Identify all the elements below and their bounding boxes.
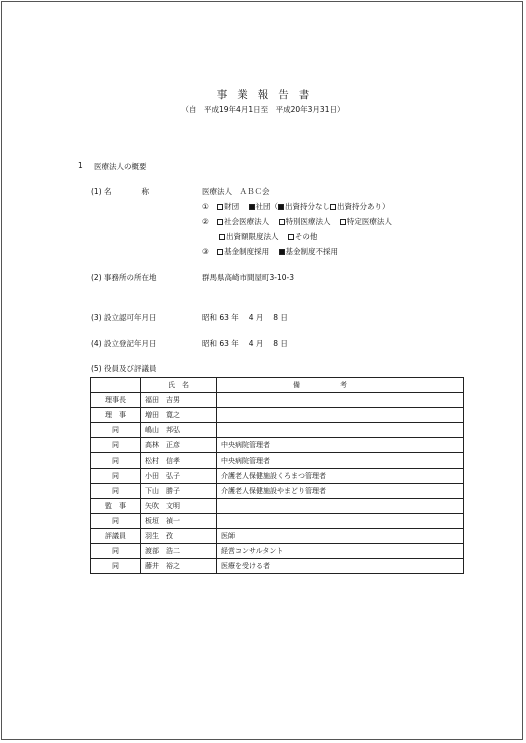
officer-role: 評議員: [91, 528, 141, 543]
option-label: 基金制度不採用: [285, 247, 339, 256]
option-label: 出資持分なし: [285, 202, 331, 211]
officer-role: 監 事: [91, 498, 141, 513]
section-heading: 医療法人の概要: [94, 162, 147, 171]
officer-name: 嶋山 邦弘: [141, 423, 217, 438]
option-label: 特別医療法人: [285, 217, 331, 226]
row-marker: ①: [202, 202, 209, 211]
checkbox-fund-not-adopted-icon: [279, 249, 285, 255]
officer-remarks: 中央病院管理者: [217, 438, 464, 453]
table-row: [91, 528, 464, 543]
officer-role: 同: [91, 559, 141, 574]
header-name: 氏 名: [141, 378, 217, 393]
officer-role: 同: [91, 453, 141, 468]
checkbox-fund-adopted-icon: [217, 249, 223, 255]
officer-name: 矢吹 文明: [141, 498, 217, 513]
corporation-name: 医療法人 ＡＢＣ会: [202, 187, 270, 196]
classification-row-2: [202, 216, 392, 227]
officer-remarks: [217, 498, 464, 513]
header-role: [91, 378, 141, 393]
option-label: 社団（: [255, 202, 279, 211]
checkbox-limited-equity-icon: [219, 234, 225, 240]
officer-name: 高林 正彦: [141, 438, 217, 453]
officer-remarks: 医療を受ける者: [217, 559, 464, 574]
table-row: [91, 498, 464, 513]
document-page: [1, 1, 523, 740]
officer-role: 同: [91, 513, 141, 528]
officer-role: 同: [91, 438, 141, 453]
option-label: 社会医療法人: [224, 217, 270, 226]
officer-name: 小田 弘子: [141, 468, 217, 483]
officer-remarks: 介護老人保健施設くろまつ管理者: [217, 468, 464, 483]
classification-row-3: [219, 231, 317, 242]
officer-role: 理 事: [91, 408, 141, 423]
checkbox-with-equity-icon: [330, 204, 336, 210]
checkbox-special-medical-icon: [279, 219, 285, 225]
table-row: [91, 468, 464, 483]
officer-remarks: [217, 408, 464, 423]
table-row: [91, 423, 464, 438]
officer-remarks: [217, 393, 464, 408]
officers-label: (5) 役員及び評議員: [91, 364, 157, 373]
officer-role: 同: [91, 423, 141, 438]
officer-role: 同: [91, 544, 141, 559]
item-name-label: (1) 名 称: [91, 187, 150, 196]
row-marker: ②: [202, 217, 209, 226]
checkbox-no-equity-icon: [278, 204, 284, 210]
table-row: [91, 438, 464, 453]
table-row: [91, 393, 464, 408]
officer-remarks: 中央病院管理者: [217, 453, 464, 468]
option-label: 基金制度採用: [224, 247, 270, 256]
registration-date-label: (4) 設立登記年月日: [91, 339, 157, 348]
option-label: 特定医療法人: [346, 217, 392, 226]
officer-name: 増田 寛之: [141, 408, 217, 423]
checkbox-social-medical-icon: [217, 219, 223, 225]
officer-remarks: [217, 513, 464, 528]
approval-date-label: (3) 設立認可年月日: [91, 313, 157, 322]
officer-role: 理事長: [91, 393, 141, 408]
table-row: [91, 544, 464, 559]
checkbox-association-icon: [249, 204, 255, 210]
office-address-label: (2) 事務所の所在地: [91, 273, 157, 282]
officer-name: 福田 吉男: [141, 393, 217, 408]
document-title: 事業報告書: [216, 89, 320, 101]
officer-remarks: [217, 423, 464, 438]
table-row: [91, 453, 464, 468]
option-label: 財団: [224, 202, 240, 211]
option-label: その他: [294, 232, 318, 241]
officer-remarks: 介護老人保健施設やまどり管理者: [217, 483, 464, 498]
option-label: 出資持分あり）: [337, 202, 390, 211]
classification-row-4: [202, 246, 338, 257]
section-number: 1: [78, 161, 83, 170]
checkbox-other-icon: [288, 234, 294, 240]
table-row: [91, 513, 464, 528]
officer-name: 羽生 孜: [141, 528, 217, 543]
checkbox-specific-medical-icon: [340, 219, 346, 225]
report-period: （自 平成19年4月1日至 平成20年3月31日）: [181, 105, 345, 114]
table-row: [91, 483, 464, 498]
registration-date: 昭和 63 年 4 月 8 日: [202, 339, 288, 348]
officer-role: 同: [91, 483, 141, 498]
officer-name: 渡部 浩二: [141, 544, 217, 559]
classification-row-1: [202, 201, 390, 212]
officer-role: 同: [91, 468, 141, 483]
checkbox-foundation-icon: [217, 204, 223, 210]
officer-name: 板垣 禎一: [141, 513, 217, 528]
officer-name: 下山 勝子: [141, 483, 217, 498]
table-row: [91, 408, 464, 423]
approval-date: 昭和 63 年 4 月 8 日: [202, 313, 288, 322]
officers-table: [90, 377, 464, 574]
row-marker: ③: [202, 247, 209, 256]
officer-name: 藤井 裕之: [141, 559, 217, 574]
officer-remarks: 経営コンサルタント: [217, 544, 464, 559]
table-header-row: [91, 378, 464, 393]
office-address: 群馬県高崎市間屋町3-10-3: [202, 273, 294, 282]
table-row: [91, 559, 464, 574]
officer-remarks: 医師: [217, 528, 464, 543]
option-label: 出資額限度法人: [226, 232, 279, 241]
header-remarks: 備考: [217, 378, 464, 393]
officer-name: 松村 信孝: [141, 453, 217, 468]
